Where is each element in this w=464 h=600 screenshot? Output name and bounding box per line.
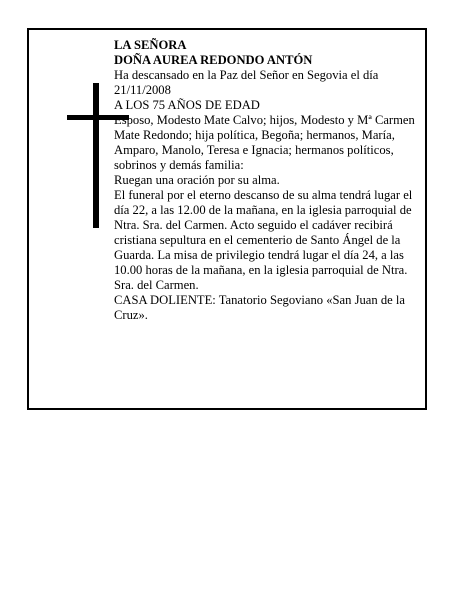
mourning-house-paragraph: CASA DOLIENTE: Tanatorio Segoviano «San Juan de la Cruz». — [114, 293, 405, 322]
age-line: A LOS 75 AÑOS DE EDAD — [114, 98, 260, 112]
cross-vertical-bar — [93, 83, 99, 228]
obituary-text — [114, 38, 426, 323]
family-paragraph: Esposo, Modesto Mate Calvo; hijos, Modesto y Mª Carmen Mate Redondo; hija política, Begoña; hermanos, María, Amparo, Manolo, Teresa e Ignacia; hermanos políticos, sobrinos y demás familia: — [114, 113, 415, 172]
announcement-paragraph: Ha descansado en la Paz del Señor en Segovia el día 21/11/2008 — [114, 68, 379, 97]
prayer-line: Ruegan una oración por su alma. — [114, 173, 280, 187]
title-line: LA SEÑORA — [114, 38, 187, 52]
funeral-paragraph: El funeral por el eterno descanso de su alma tendrá lugar el día 22, a las 12.00 de la mañana, en la iglesia parroquial de Ntra. Sra. del Carmen. Acto seguido el cadáver recibirá cristiana sepultura en el cementerio de Santo Ángel de la Guarda. La misa de privilegio tendrá lugar el día 24, a las 10.00 horas de la mañana, en la iglesia parroquial de Ntra. Sra. del Carmen. — [114, 188, 413, 292]
deceased-name: DOÑA AUREA REDONDO ANTÓN — [114, 53, 313, 67]
